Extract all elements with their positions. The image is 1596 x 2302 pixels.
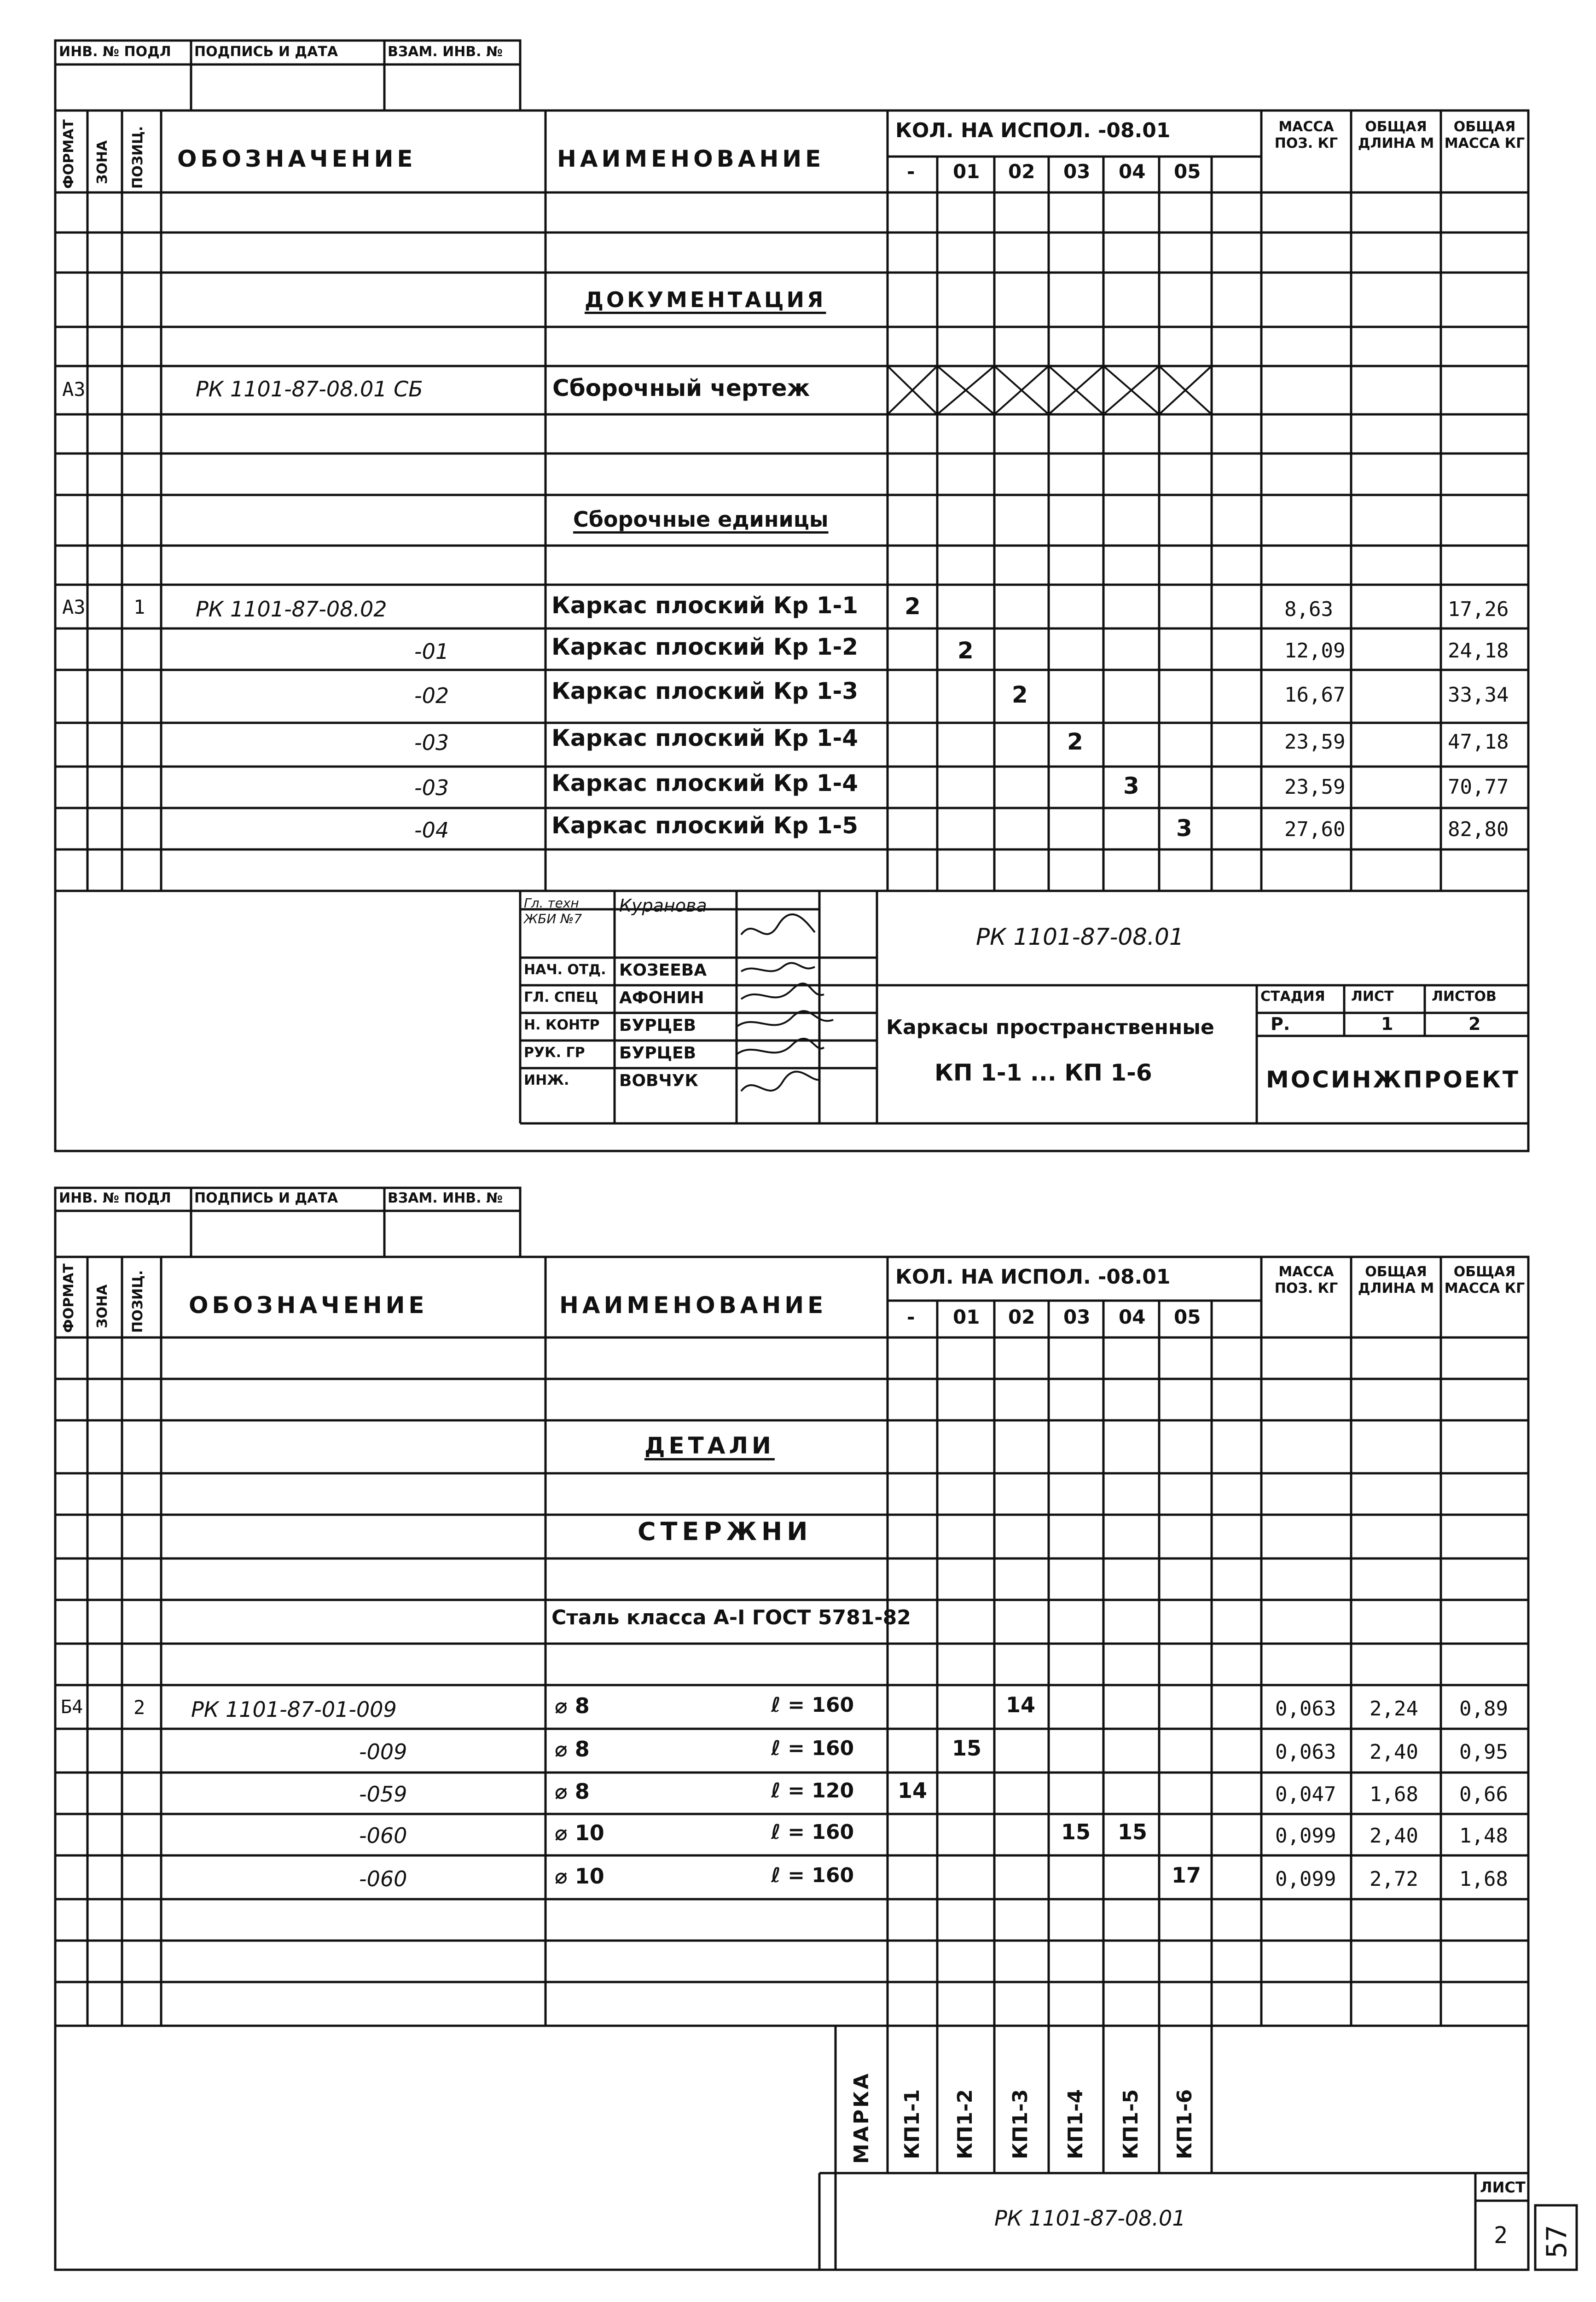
- row-mass: 27,60: [1284, 818, 1346, 841]
- row-total: 0,66: [1459, 1783, 1508, 1806]
- section-assembly-units: Сборочные единицы: [573, 507, 829, 532]
- sheet2-list-number: 2: [1494, 2222, 1508, 2249]
- tb-name-0: Куранова: [619, 895, 707, 916]
- tb-list: 1: [1381, 1014, 1393, 1034]
- row-length-total: 2,24: [1370, 1697, 1418, 1721]
- row-naim: Каркас плоский Кр 1-5: [551, 812, 859, 839]
- tb-org: МОСИНЖПРОЕКТ: [1266, 1066, 1520, 1093]
- stamp-sign-label: ПОДПИСЬ И ДАТА: [194, 44, 338, 60]
- kol-col-5: 05: [1174, 160, 1201, 183]
- row-mass: 0,063: [1275, 1740, 1336, 1764]
- col-format-header: ФОРМАТ: [61, 119, 77, 189]
- col-massa-header-2: ОБЩАЯ МАССА КГ: [1444, 1264, 1525, 1296]
- doc-row-naim: Сборочный чертеж: [552, 375, 810, 401]
- col-poz-header: ПОЗИЦ.: [130, 126, 146, 189]
- row-q5: 3: [1176, 815, 1192, 842]
- kol-col-2: 02: [1008, 160, 1035, 183]
- row-q1: 2: [958, 637, 974, 664]
- row-naim: Каркас плоский Кр 1-2: [551, 634, 859, 660]
- col-dlina-header: ОБЩАЯ ДЛИНА М: [1358, 119, 1434, 151]
- row-naim: Каркас плоский Кр 1-1: [551, 592, 859, 619]
- section-documentation: ДОКУМЕНТАЦИЯ: [585, 287, 826, 312]
- tb-role-4: РУК. ГР: [524, 1045, 585, 1061]
- tb-name-2: АФОНИН: [619, 988, 704, 1007]
- kol2-col-3: 03: [1063, 1306, 1091, 1328]
- row-length-total: 2,40: [1370, 1740, 1418, 1764]
- row-diameter: ⌀ 8: [555, 1693, 590, 1718]
- row-q1: 15: [952, 1736, 982, 1761]
- row-mass: 12,09: [1284, 639, 1346, 663]
- tb-code: РК 1101-87-08.01: [976, 924, 1184, 950]
- col-massa-poz-header-2: МАССА ПОЗ. КГ: [1274, 1264, 1338, 1296]
- row-total: 82,80: [1448, 818, 1509, 841]
- marka-label: МАРКА: [850, 2071, 873, 2164]
- kol2-col-0: -: [907, 1306, 915, 1328]
- mark-kp1-1: КП1-1: [900, 2089, 924, 2159]
- col-zona-header-2: ЗОНА: [94, 1284, 110, 1328]
- mark-kp1-3: КП1-3: [1009, 2089, 1032, 2159]
- tb-listov: 2: [1468, 1014, 1481, 1034]
- tb-name-3: БУРЦЕВ: [619, 1016, 696, 1035]
- row-oboz: -060: [359, 1866, 407, 1891]
- col-format-header-2: ФОРМАТ: [61, 1263, 77, 1333]
- kol-col-4: 04: [1119, 160, 1146, 183]
- row-mass: 23,59: [1284, 730, 1346, 754]
- col-naim-header-2: НАИМЕНОВАНИЕ: [559, 1292, 827, 1319]
- row-format: А3: [62, 596, 86, 618]
- tb-list-label: ЛИСТ: [1351, 988, 1394, 1005]
- row-q3: 2: [1067, 728, 1083, 755]
- col-poz-header-2: ПОЗИЦ.: [130, 1270, 146, 1333]
- kol-col-3: 03: [1063, 160, 1091, 183]
- row-length-total: 2,40: [1370, 1824, 1418, 1848]
- row-mass: 23,59: [1284, 775, 1346, 799]
- col-dlina-header-2: ОБЩАЯ ДЛИНА М: [1358, 1264, 1434, 1296]
- row-oboz: -04: [414, 818, 449, 843]
- tb-listov-label: ЛИСТОВ: [1432, 988, 1497, 1005]
- col-zona-header: ЗОНА: [94, 140, 110, 184]
- stamp-inv-label: ИНВ. № ПОДЛ: [59, 44, 171, 60]
- steel-grade: Сталь класса А-I ГОСТ 5781-82: [551, 1606, 911, 1629]
- tb-stadia: Р.: [1271, 1014, 1290, 1034]
- row-oboz: -009: [359, 1739, 407, 1764]
- col-kol-header: КОЛ. НА ИСПОЛ. -08.01: [895, 119, 1171, 142]
- page-number: 57: [1541, 2225, 1573, 2258]
- tb-title-line1: Каркасы пространственные: [886, 1016, 1214, 1039]
- row-q0: 14: [898, 1778, 928, 1803]
- row-q2: 14: [1006, 1692, 1036, 1717]
- row-length: ℓ = 160: [771, 1693, 854, 1717]
- tb-role-2: ГЛ. СПЕЦ: [524, 989, 598, 1006]
- row-total: 1,48: [1459, 1824, 1508, 1848]
- tb-role-3: Н. КОНТР: [524, 1017, 600, 1033]
- col-oboz-header-2: ОБОЗНАЧЕНИЕ: [189, 1292, 428, 1319]
- row-diameter: ⌀ 10: [555, 1864, 604, 1889]
- row-diameter: ⌀ 8: [555, 1779, 590, 1804]
- row-total: 70,77: [1448, 775, 1509, 799]
- row-naim: Каркас плоский Кр 1-3: [551, 678, 859, 704]
- stamp2-vzam-label: ВЗАМ. ИНВ. №: [388, 1190, 503, 1206]
- col-oboz-header: ОБОЗНАЧЕНИЕ: [177, 145, 417, 172]
- row-total: 47,18: [1448, 730, 1509, 754]
- row-mass: 0,063: [1275, 1697, 1336, 1721]
- tb-name-5: ВОВЧУК: [619, 1071, 698, 1090]
- row-mass: 0,099: [1275, 1824, 1336, 1848]
- row-q5: 17: [1172, 1863, 1201, 1888]
- kol2-col-5: 05: [1174, 1306, 1201, 1328]
- row-total: 24,18: [1448, 639, 1509, 663]
- row-q2: 2: [1012, 681, 1028, 708]
- row-length: ℓ = 160: [771, 1864, 854, 1887]
- row-q0: 2: [905, 593, 921, 620]
- tb-title-line2: КП 1-1 ... КП 1-6: [934, 1059, 1152, 1086]
- row-q3: 15: [1061, 1820, 1091, 1844]
- kol2-col-2: 02: [1008, 1306, 1035, 1328]
- doc-row-format: А3: [62, 378, 86, 401]
- row-length-total: 1,68: [1370, 1783, 1418, 1806]
- row-oboz: -03: [414, 730, 449, 755]
- mark-kp1-6: КП1-6: [1173, 2089, 1196, 2159]
- mark-kp1-4: КП1-4: [1064, 2089, 1087, 2159]
- stamp2-inv-label: ИНВ. № ПОДЛ: [59, 1190, 171, 1206]
- row-total: 0,95: [1459, 1740, 1508, 1764]
- section-rods: СТЕРЖНИ: [638, 1517, 813, 1546]
- col-kol-header-2: КОЛ. НА ИСПОЛ. -08.01: [895, 1265, 1171, 1289]
- tb-stadia-label: СТАДИЯ: [1260, 988, 1325, 1005]
- row-length: ℓ = 160: [771, 1820, 854, 1844]
- col-massa-header: ОБЩАЯ МАССА КГ: [1444, 119, 1525, 151]
- row-format: Б4: [61, 1697, 83, 1718]
- row-oboz: -060: [359, 1823, 407, 1848]
- tb-name-4: БУРЦЕВ: [619, 1044, 696, 1063]
- kol2-col-4: 04: [1119, 1306, 1146, 1328]
- row-poz: 1: [133, 596, 145, 618]
- mark-kp1-2: КП1-2: [953, 2089, 977, 2159]
- row-total: 33,34: [1448, 683, 1509, 707]
- row-length-total: 2,72: [1370, 1867, 1418, 1891]
- row-total: 17,26: [1448, 598, 1509, 621]
- sheet2-code: РК 1101-87-08.01: [994, 2206, 1186, 2231]
- tb-role-1: НАЧ. ОТД.: [524, 962, 606, 978]
- tb-name-1: КОЗЕЕВА: [619, 961, 707, 980]
- row-oboz: -02: [414, 683, 449, 708]
- row-mass: 0,099: [1275, 1867, 1336, 1891]
- row-q4: 15: [1118, 1820, 1148, 1844]
- kol-col-1: 01: [953, 160, 980, 183]
- row-total: 1,68: [1459, 1867, 1508, 1891]
- row-q4: 3: [1123, 773, 1139, 799]
- row-diameter: ⌀ 10: [555, 1820, 604, 1845]
- row-oboz: РК 1101-87-01-009: [191, 1697, 397, 1722]
- row-oboz: -059: [359, 1782, 407, 1807]
- stamp2-sign-label: ПОДПИСЬ И ДАТА: [194, 1190, 338, 1206]
- stamp-vzam-label: ВЗАМ. ИНВ. №: [388, 44, 503, 60]
- col-naim-header: НАИМЕНОВАНИЕ: [557, 145, 825, 172]
- tb-role-0: Гл. техн ЖБИ №7: [524, 895, 582, 926]
- row-diameter: ⌀ 8: [555, 1737, 590, 1761]
- row-oboz: -01: [414, 639, 449, 664]
- mark-kp1-5: КП1-5: [1119, 2089, 1143, 2159]
- kol-col-0: -: [907, 160, 915, 183]
- row-naim: Каркас плоский Кр 1-4: [551, 725, 859, 751]
- row-oboz: -03: [414, 775, 449, 800]
- row-mass: 8,63: [1284, 598, 1333, 621]
- row-mass: 0,047: [1275, 1783, 1336, 1806]
- row-total: 0,89: [1459, 1697, 1508, 1721]
- row-naim: Каркас плоский Кр 1-4: [551, 770, 859, 796]
- row-length: ℓ = 120: [771, 1779, 854, 1802]
- row-oboz: РК 1101-87-08.02: [196, 597, 387, 622]
- kol2-col-1: 01: [953, 1306, 980, 1328]
- section-details: ДЕТАЛИ: [644, 1432, 775, 1459]
- row-length: ℓ = 160: [771, 1737, 854, 1760]
- tb-role-5: ИНЖ.: [524, 1072, 569, 1088]
- col-massa-poz-header: МАССА ПОЗ. КГ: [1274, 119, 1338, 151]
- sheet2-list-label: ЛИСТ: [1480, 2179, 1526, 2196]
- row-mass: 16,67: [1284, 683, 1346, 707]
- doc-row-oboz: РК 1101-87-08.01 СБ: [196, 377, 423, 401]
- row-poz: 2: [133, 1696, 145, 1719]
